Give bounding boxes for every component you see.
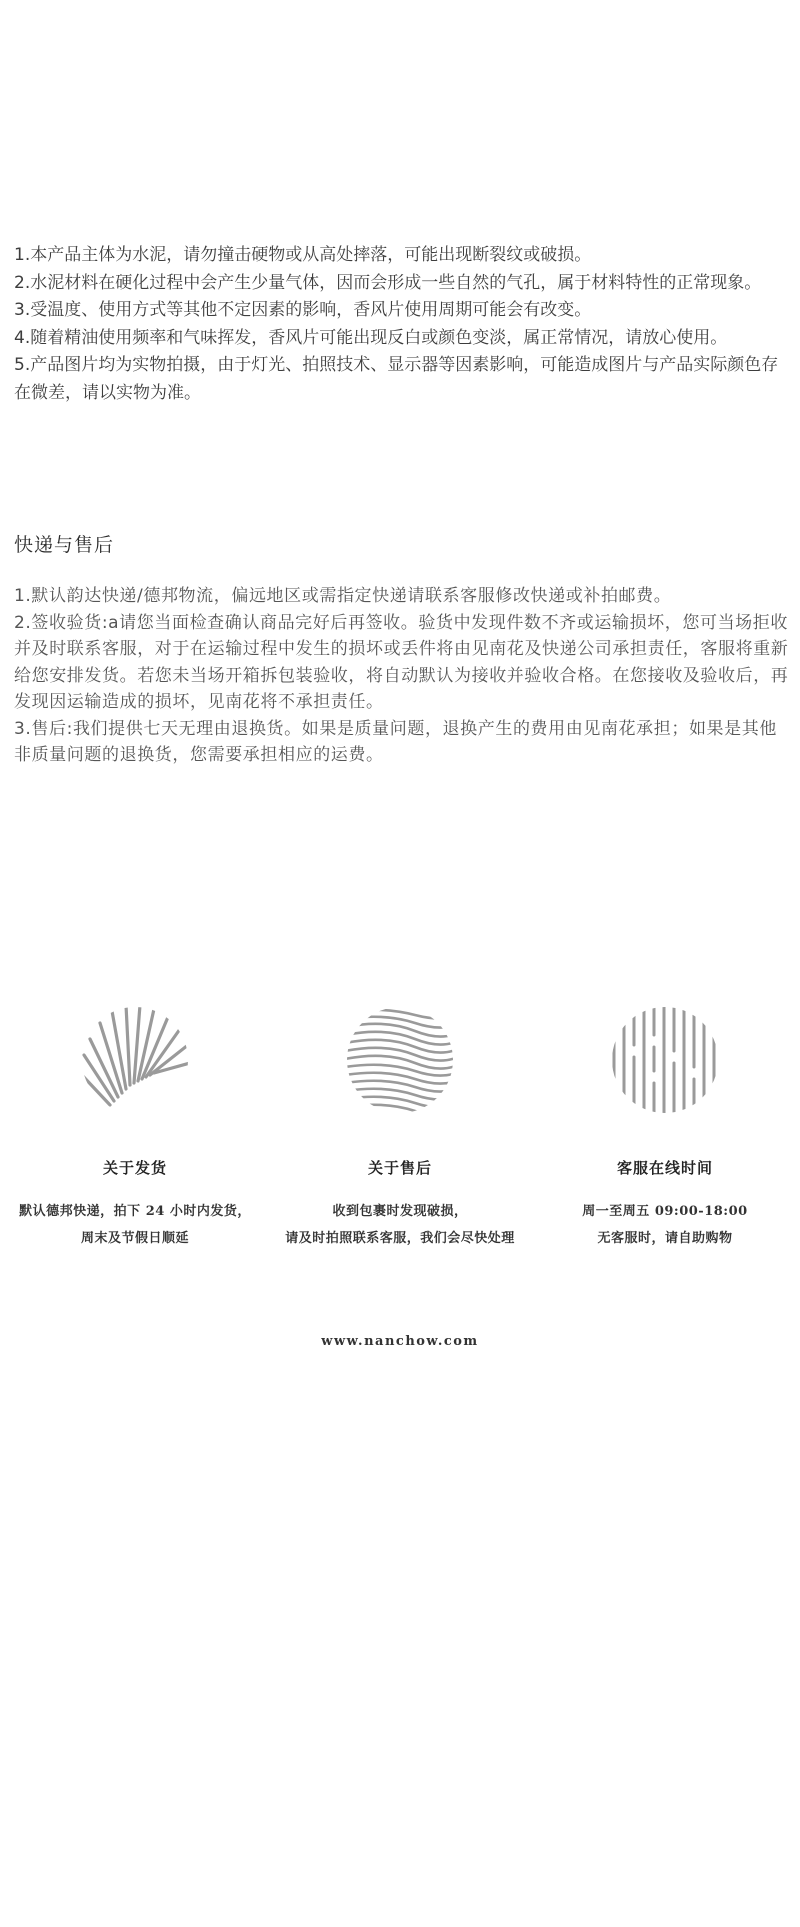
service-hours-description [530, 1198, 800, 1252]
description-line: 收到包裹时发现破损， [332, 1204, 468, 1219]
info-column-service-hours [530, 1005, 800, 1252]
description-line: 无客服时，请自助购物 [597, 1231, 733, 1246]
note-item: 5.产品图片均为实物拍摄，由于灯光、拍照技术、显示器等因素影响，可能造成图片与产品实际颜色存在微差，请以实物为准。 [14, 355, 779, 403]
info-column-shipping [0, 1005, 270, 1252]
shipping-title: 关于发货 [102, 1159, 167, 1177]
shipping-item: 2.签收验货:a请您当面检查确认商品完好后再签收。验货中发现件数不齐或运输损坏，您可当场拒收并及时联系客服，对于在运输过程中发生的损坏或丢件将由见南花及快递公司承担责任，客服将重新给您安排发货。若您未当场开箱拆包装验收，将自动默认为接收并验收合格。在您接收及验收后，再发现因运输造成的损坏，见南花将不承担责任。 [14, 612, 789, 712]
note-item: 3.受温度、使用方式等其他不定因素的影响，香风片使用周期可能会有改变。 [14, 300, 592, 320]
info-column-after-sales [265, 1005, 535, 1252]
note-item: 4.随着精油使用频率和气味挥发，香风片可能出现反白或颜色变淡，属正常情况，请放心使用。 [14, 327, 728, 348]
fan-lines-icon [80, 1005, 190, 1115]
product-notes [14, 242, 789, 407]
description-line: 默认德邦快递，拍下 24 小时内发货， [19, 1204, 251, 1219]
note-item: 2.水泥材料在硬化过程中会产生少量气体，因而会形成一些自然的气孔，属于材料特性的正常现象。 [14, 272, 762, 293]
service-hours-title: 客服在线时间 [616, 1159, 713, 1177]
description-line: 周一至周五 09:00-18:00 [582, 1204, 748, 1219]
shipping-description [0, 1198, 270, 1252]
shipping-policy [14, 583, 789, 769]
note-item: 1.本产品主体为水泥，请勿撞击硬物或从高处摔落，可能出现断裂纹或破损。 [14, 245, 592, 265]
shipping-section-title: 快递与售后 [14, 534, 115, 556]
website-url[interactable]: www.nanchow.com [321, 1334, 479, 1349]
shipping-item: 3.售后:我们提供七天无理由退换货。如果是质量问题，退换产生的费用由见南花承担；如果是其他非质量问题的退换货，您需要承担相应的运费。 [14, 718, 777, 765]
after-sales-description [265, 1198, 535, 1252]
vertical-lines-icon [610, 1005, 720, 1115]
wave-lines-icon [345, 1005, 455, 1115]
shipping-item: 1.默认韵达快递/德邦物流，偏远地区或需指定快递请联系客服修改快递或补拍邮费。 [14, 586, 672, 606]
description-line: 周末及节假日顺延 [80, 1231, 189, 1246]
description-line: 请及时拍照联系客服，我们会尽快处理 [285, 1231, 515, 1246]
after-sales-title: 关于售后 [367, 1159, 432, 1177]
